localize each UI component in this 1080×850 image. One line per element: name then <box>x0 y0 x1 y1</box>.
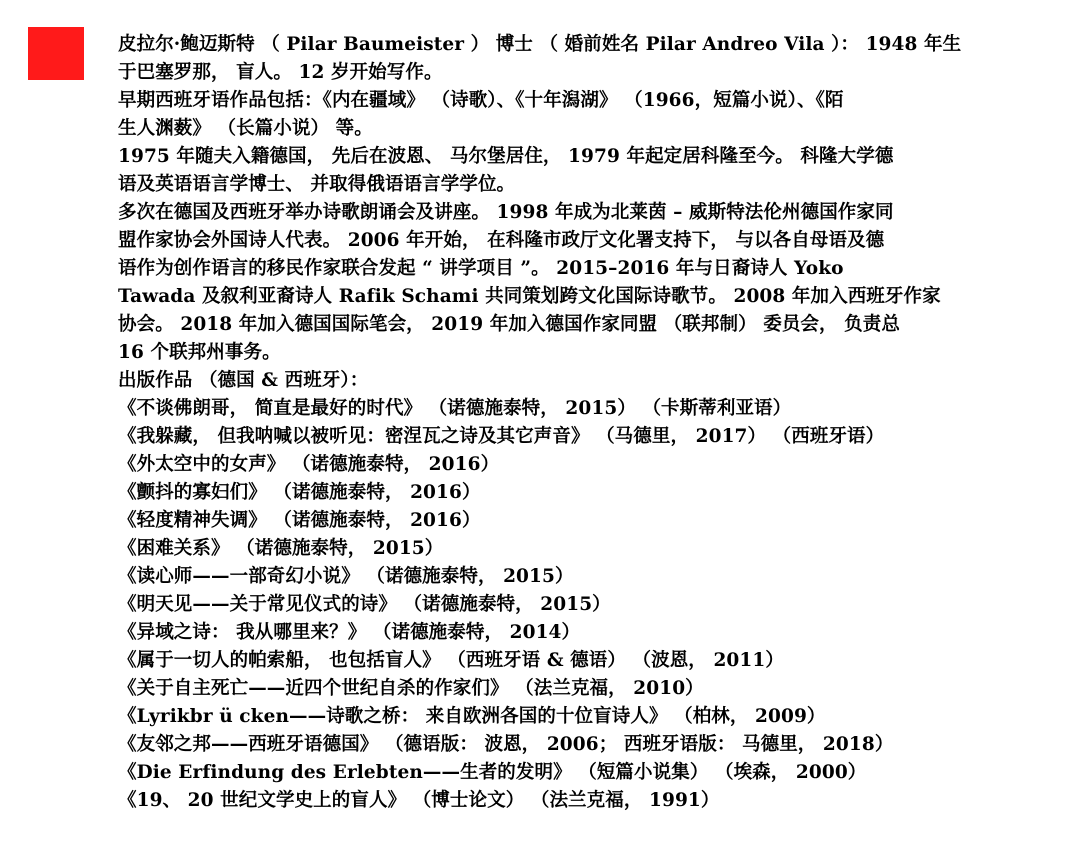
publication-item: 《Lyrikbr ü cken——诗歌之桥： 来自欧洲各国的十位盲诗人》 （柏林， 2009） <box>118 706 826 727</box>
text-line: 盟作家协会外国诗人代表。 2006 年开始， 在科隆市政厅文化署支持下， 与以各自母语及德 <box>118 230 885 251</box>
publication-item: 《关于自主死亡——近四个世纪自杀的作家们》 （法兰克福， 2010） <box>118 678 704 699</box>
publication-item: 《明天见——关于常见仪式的诗》 （诺德施泰特， 2015） <box>118 594 611 615</box>
publication-item: 《Die Erfindung des Erlebten——生者的发明》 （短篇小说集） （埃森， 2000） <box>118 762 867 783</box>
publication-item: 《友邻之邦——西班牙语德国》 （德语版： 波恩， 2006； 西班牙语版： 马德里， 2018） <box>118 734 894 755</box>
text-line: 生人渊薮》 （长篇小说） 等。 <box>118 118 373 139</box>
publication-item: 《外太空中的女声》 （诺德施泰特， 2016） <box>118 454 500 475</box>
text-line: 1975 年随夫入籍德国， 先后在波恩、 马尔堡居住， 1979 年起定居科隆至今。 科隆大学德 <box>118 146 894 167</box>
text-line: 语作为创作语言的移民作家联合发起 “ 讲学项目 ”。 2015–2016 年与日裔诗人 Yoko <box>118 258 844 279</box>
text-line: 语及英语语言学博士、 并取得俄语语言学学位。 <box>118 174 516 195</box>
text-line: 皮拉尔·鲍迈斯特 （ Pilar Baumeister ） 博士 （ 婚前姓名 Pilar Andreo Vila ）： 1948 年生 <box>118 34 962 55</box>
publication-item: 《19、 20 世纪文学史上的盲人》 （博士论文） （法兰克福， 1991） <box>118 790 720 811</box>
text-line: 16 个联邦州事务。 <box>118 342 281 363</box>
biography-text <box>118 31 1058 815</box>
publication-item: 《不谈佛朗哥， 简直是最好的时代》 （诺德施泰特， 2015） （卡斯蒂利亚语） <box>118 398 792 419</box>
publications-heading: 出版作品 （德国 & 西班牙）： <box>118 370 369 391</box>
red-accent-square <box>28 27 84 80</box>
text-line: 多次在德国及西班牙举办诗歌朗诵会及讲座。 1998 年成为北莱茵 – 威斯特法伦州德国作家同 <box>118 202 894 223</box>
publication-item: 《颤抖的寡妇们》 （诺德施泰特， 2016） <box>118 482 481 503</box>
publication-item: 《属于一切人的帕索船， 也包括盲人》 （西班牙语 & 德语） （波恩， 2011） <box>118 650 784 671</box>
publication-item: 《轻度精神失调》 （诺德施泰特， 2016） <box>118 510 481 531</box>
text-line: 早期西班牙语作品包括：《内在疆域》 （诗歌）、《十年潟湖》 （1966，短篇小说）、《陌 <box>118 90 844 111</box>
publication-item: 《异域之诗： 我从哪里来？》 （诺德施泰特， 2014） <box>118 622 581 643</box>
publication-item: 《我躲藏， 但我呐喊以被听见：密涅瓦之诗及其它声音》 （马德里， 2017） （西班牙语） <box>118 426 885 447</box>
text-line: 于巴塞罗那， 盲人。 12 岁开始写作。 <box>118 62 443 83</box>
publication-item: 《读心师——一部奇幻小说》 （诺德施泰特， 2015） <box>118 566 574 587</box>
publication-item: 《困难关系》 （诺德施泰特， 2015） <box>118 538 444 559</box>
text-line: 协会。 2018 年加入德国国际笔会， 2019 年加入德国作家同盟 （联邦制） 委员会， 负责总 <box>118 314 900 335</box>
text-line: Tawada 及叙利亚裔诗人 Rafik Schami 共同策划跨文化国际诗歌节。 2008 年加入西班牙作家 <box>118 286 941 307</box>
